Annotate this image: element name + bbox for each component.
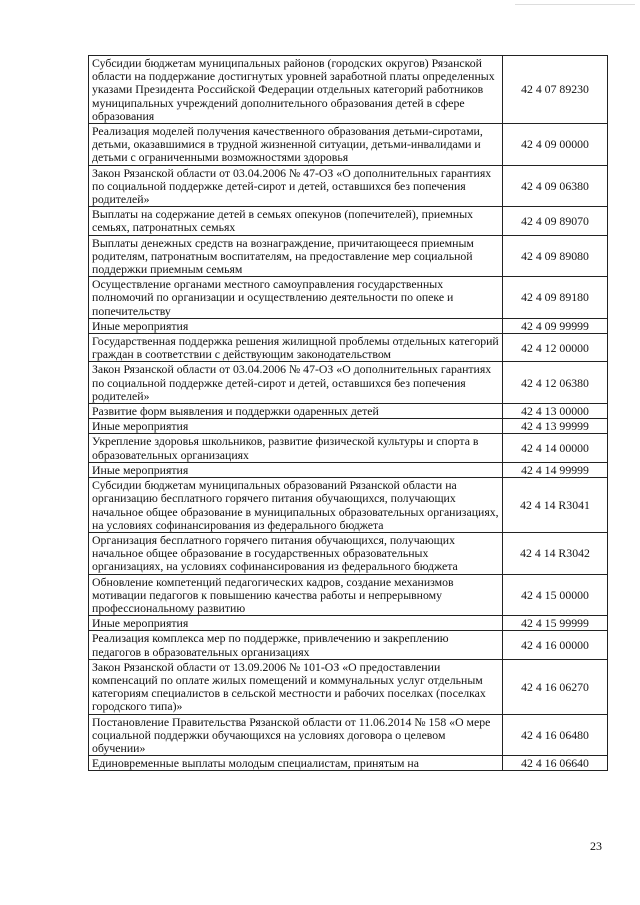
- table-row: [89, 362, 608, 404]
- table-row: [89, 714, 608, 756]
- row-code: 42 4 14 R3042: [503, 532, 608, 574]
- table-row: [89, 165, 608, 207]
- row-code: 42 4 14 R3041: [503, 478, 608, 533]
- row-code: 42 4 14 99999: [503, 462, 608, 477]
- row-name: Развитие форм выявления и поддержки одаренных детей: [89, 404, 503, 419]
- table-row: [89, 659, 608, 714]
- row-code: 42 4 09 89070: [503, 207, 608, 235]
- row-code: 42 4 15 00000: [503, 574, 608, 616]
- table-row: [89, 419, 608, 434]
- row-code: 42 4 09 99999: [503, 318, 608, 333]
- row-name: Реализация моделей получения качественного образования детьми-сиротами, детьми, оказавшимися в трудной жизненной ситуации, детьми-инвалидами и детьми с ограниченными возможностями здоровья: [89, 124, 503, 166]
- table-row: [89, 631, 608, 659]
- row-code: 42 4 09 00000: [503, 124, 608, 166]
- row-code: 42 4 09 89180: [503, 277, 608, 319]
- table-row: [89, 532, 608, 574]
- row-name: Государственная поддержка решения жилищной проблемы отдельных категорий граждан в соответствии с действующим законодательством: [89, 334, 503, 362]
- table-row: [89, 318, 608, 333]
- row-code: 42 4 13 00000: [503, 404, 608, 419]
- table-row: [89, 616, 608, 631]
- table-row: [89, 462, 608, 477]
- row-code: 42 4 15 99999: [503, 616, 608, 631]
- table-row: [89, 334, 608, 362]
- row-name: Постановление Правительства Рязанской области от 11.06.2014 № 158 «О мере социальной поддержки обучающихся на условиях договора о целевом обучении»: [89, 714, 503, 756]
- row-code: 42 4 12 06380: [503, 362, 608, 404]
- row-name: Иные мероприятия: [89, 318, 503, 333]
- table-row: [89, 574, 608, 616]
- table-row: [89, 207, 608, 235]
- row-name: Реализация комплекса мер по поддержке, привлечению и закреплению педагогов в образовательных организациях: [89, 631, 503, 659]
- row-code: 42 4 07 89230: [503, 56, 608, 124]
- row-code: 42 4 14 00000: [503, 434, 608, 462]
- table-row: [89, 434, 608, 462]
- row-name: Организация бесплатного горячего питания обучающихся, получающих начальное общее образование в государственных образовательных организациях, на условиях софинансирования из федерального бюджета: [89, 532, 503, 574]
- row-name: Закон Рязанской области от 13.09.2006 № 101-ОЗ «О предоставлении компенсаций по оплате жилых помещений и коммунальных услуг отдельным категориям специалистов в сельской местности и рабочих поселках (поселках городского типа)»: [89, 659, 503, 714]
- row-code: 42 4 09 89080: [503, 235, 608, 277]
- row-code: 42 4 16 00000: [503, 631, 608, 659]
- table-row: [89, 756, 608, 771]
- table-row: [89, 124, 608, 166]
- row-code: 42 4 16 06480: [503, 714, 608, 756]
- row-name: Иные мероприятия: [89, 419, 503, 434]
- row-name: Субсидии бюджетам муниципальных районов (городских округов) Рязанской области на поддержание достигнутых уровней заработной платы определенных указами Президента Российской Федерации отдельных категорий работников муниципальных учреждений дополнительного образования детей в сфере образования: [89, 56, 503, 124]
- table-row: [89, 404, 608, 419]
- row-name: Иные мероприятия: [89, 616, 503, 631]
- table-row: [89, 277, 608, 319]
- row-code: 42 4 12 00000: [503, 334, 608, 362]
- row-name: Осуществление органами местного самоуправления государственных полномочий по организации и осуществлению деятельности по опеке и попечительству: [89, 277, 503, 319]
- row-code: 42 4 13 99999: [503, 419, 608, 434]
- row-code: 42 4 16 06270: [503, 659, 608, 714]
- table-row: [89, 478, 608, 533]
- row-name: Субсидии бюджетам муниципальных образований Рязанской области на организацию бесплатного горячего питания обучающихся, получающих начальное общее образование в муниципальных образовательных организациях, на условиях софинансирования из федерального бюджета: [89, 478, 503, 533]
- row-name: Закон Рязанской области от 03.04.2006 № 47-ОЗ «О дополнительных гарантиях по социальной поддержке детей-сирот и детей, оставшихся без попечения родителей»: [89, 362, 503, 404]
- row-name: Обновление компетенций педагогических кадров, создание механизмов мотивации педагогов к повышению качества работы и непрерывному профессиональному развитию: [89, 574, 503, 616]
- table-row: [89, 235, 608, 277]
- row-name: Выплаты денежных средств на вознаграждение, причитающееся приемным родителям, патронатным воспитателям, на предоставление мер социальной поддержки приемным семьям: [89, 235, 503, 277]
- scan-edge-mark: [515, 0, 635, 5]
- row-code: 42 4 09 06380: [503, 165, 608, 207]
- row-name: Закон Рязанской области от 03.04.2006 № 47-ОЗ «О дополнительных гарантиях по социальной поддержке детей-сирот и детей, оставшихся без попечения родителей»: [89, 165, 503, 207]
- page-number: 23: [590, 839, 602, 853]
- table-row: [89, 56, 608, 124]
- row-name: Укрепление здоровья школьников, развитие физической культуры и спорта в образовательных организациях: [89, 434, 503, 462]
- row-code: 42 4 16 06640: [503, 756, 608, 771]
- budget-classification-table: [88, 55, 608, 771]
- row-name: Выплаты на содержание детей в семьях опекунов (попечителей), приемных семьях, патронатных семьях: [89, 207, 503, 235]
- row-name: Иные мероприятия: [89, 462, 503, 477]
- row-name: Единовременные выплаты молодым специалистам, принятым на: [89, 756, 503, 771]
